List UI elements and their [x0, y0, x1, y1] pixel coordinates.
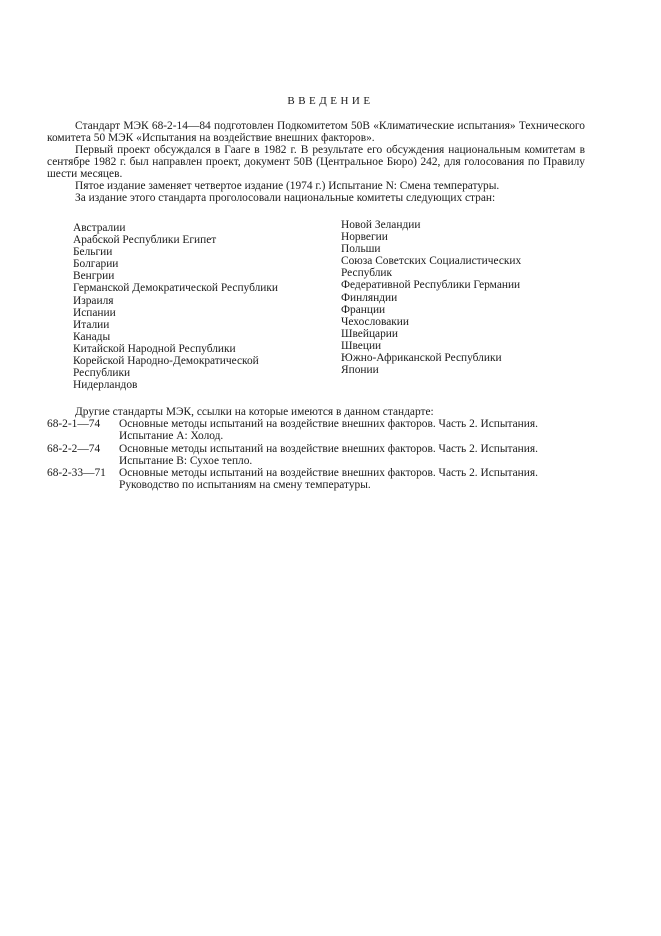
reference-entry: [47, 443, 592, 467]
list-item: Италии: [73, 318, 110, 331]
list-item: Японии: [341, 364, 379, 377]
country-column-right: [341, 219, 611, 376]
reference-title: [119, 467, 592, 491]
paragraph-standard-origin: Стандарт МЭК 68-2-14—84 подготовлен Подкомитетом 50В «Климатические испытания» Технического комитета 50 МЭК «Испытания на воздействие внешних факторов».: [47, 120, 585, 144]
list-item: Чехословакии: [341, 315, 409, 328]
list-item: Союза Советских Социалистических: [341, 255, 522, 268]
list-item: Южно-Африканской Республики: [341, 352, 502, 365]
list-item: Израиля: [73, 294, 114, 307]
list-item: Франции: [341, 303, 386, 316]
references-section: [47, 406, 592, 491]
reference-code: 68-2-2—74: [47, 442, 101, 455]
list-item: Республики: [73, 367, 131, 380]
country-column-left: [73, 222, 343, 391]
list-item: Германской Демократической Республики: [73, 282, 279, 295]
reference-code: 68-2-33—71: [47, 467, 106, 480]
reference-title-line: Испытание В: Сухое тепло.: [119, 454, 253, 467]
list-item: Финляндии: [341, 291, 398, 304]
reference-title-line: Основные методы испытаний на воздействие внешних факторов. Часть 2. Испытания.: [119, 442, 538, 455]
reference-title: [119, 443, 592, 467]
reference-title-line: Основные методы испытаний на воздействие внешних факторов. Часть 2. Испытания.: [119, 467, 538, 480]
list-item: Бельгии: [73, 246, 113, 259]
list-item: Австралии: [73, 222, 126, 234]
introduction-text: [47, 120, 585, 204]
list-item: Канады: [73, 330, 111, 343]
list-item: Китайской Народной Республики: [73, 342, 236, 355]
paragraph-first-draft: Первый проект обсуждался в Гааге в 1982 г. В результате его обсуждения национальным комитетам в сентябре 1982 г. был направлен проект, документ 50В (Центральное Бюро) 242, для голосования по Правилу шести месяцев.: [47, 144, 585, 180]
list-item: Венгрии: [73, 270, 115, 283]
reference-title-line: Руководство по испытаниям на смену температуры.: [119, 479, 371, 492]
list-item: Швейцарии: [341, 327, 398, 340]
reference-title-line: Основные методы испытаний на воздействие внешних факторов. Часть 2. Испытания.: [119, 418, 538, 431]
references-intro: Другие стандарты МЭК, ссылки на которые имеются в данном стандарте:: [75, 406, 434, 418]
page-title: ВВЕДЕНИЕ: [287, 95, 374, 107]
paragraph-voting: За издание этого стандарта проголосовали национальные комитеты следующих стран:: [75, 192, 496, 204]
list-item: Арабской Республики Египет: [73, 234, 217, 247]
reference-title: [119, 418, 592, 442]
reference-entry: [47, 418, 592, 442]
list-item: Польши: [341, 243, 381, 256]
list-item: Нидерландов: [73, 379, 138, 392]
list-item: Испании: [73, 306, 116, 319]
list-item: Федеративной Республики Германии: [341, 279, 521, 292]
paragraph-fifth-edition: Пятое издание заменяет четвертое издание (1974 г.) Испытание N: Смена температуры.: [75, 180, 500, 192]
list-item: Болгарии: [73, 258, 119, 271]
reference-code: 68-2-1—74: [47, 418, 101, 431]
list-item: Швеции: [341, 339, 382, 352]
list-item: Норвегии: [341, 231, 388, 244]
reference-entry: [47, 467, 592, 491]
reference-title-line: Испытание А: Холод.: [119, 430, 224, 443]
list-item: Новой Зеландии: [341, 219, 421, 231]
list-item: Республик: [341, 267, 393, 280]
list-item: Корейской Народно-Демократической: [73, 355, 259, 368]
